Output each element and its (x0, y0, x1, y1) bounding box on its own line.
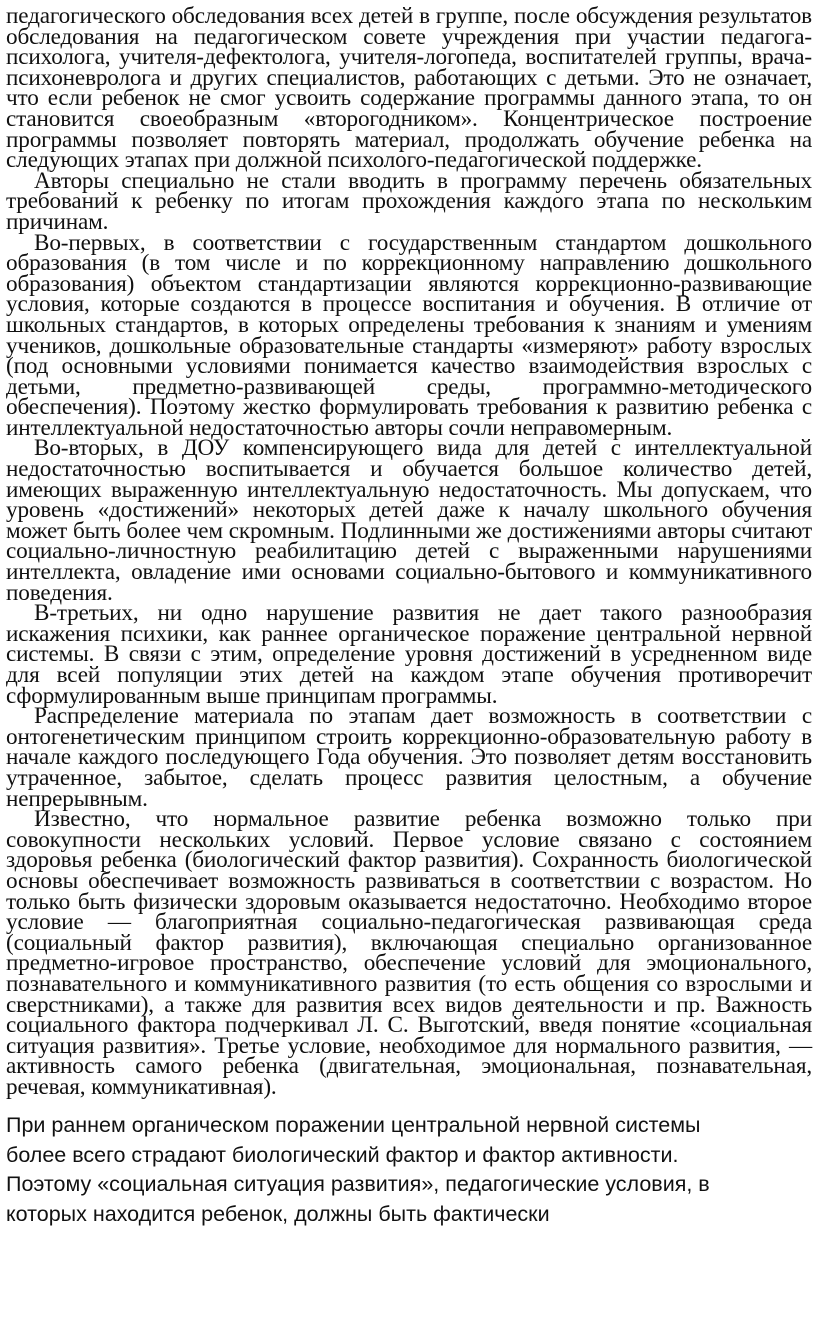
closing-text (6, 1111, 812, 1229)
closing-line: которых находится ребенок, должны быть фактически (6, 1201, 550, 1226)
closing-line: Поэтому «социальная ситуация развития», педагогические условия, в (6, 1172, 710, 1197)
document-body (6, 3, 812, 1100)
closing-line: При раннем органическом поражении центральной нервной системы (6, 1113, 701, 1138)
paragraph-first-reason: Во-первых, в соответствии с государственным стандартом дошкольного образования (в том числе и по коррекционному направлению дошкольного образования) объектом стандартизации являются коррекционно-развивающие условия, которые создаются в процессе воспитания и обучения. В отличие от школьных стандартов, в которых определены требования к знаниям и умениям учеников, дошкольные образовательные стандарты «измеряют» работу взрослых (под основными условиями понимается качество взаимодействия взрослых с детьми, предметно-развивающей среды, программно-методического обеспечения). Поэтому жестко формулировать требования к развитию ребенка с интеллектуальной недостаточностью авторы сочли неправомерным. (6, 229, 812, 441)
paragraph-third-reason: В-третьих, ни одно нарушение развития не дает такого разнообразия искажения психики, как раннее органическое поражение центральной нервной системы. В связи с этим, определение уровня достижений в усредненном виде для всей популяции этих детей на каждом этапе обучения противоречит сформулированным выше принципам программы. (6, 600, 812, 709)
paragraph-second-reason: Во-вторых, в ДОУ компенсирующего вида для детей с интеллектуальной недостаточностью воспитывается и обучается большое количество детей, имеющих выраженную интеллектуальную недостаточность. Мы допускаем, что уровень «достижений» некоторых детей даже к началу школьного обучения может быть более чем скромным. Подлинными же достижениями авторы считают социально-личностную реабилитацию детей с выраженными нарушениями интеллекта, овладение ими основами социально-бытового и коммуникативного поведения. (6, 435, 812, 606)
paragraph-authors: Авторы специально не стали вводить в программу перечень обязательных требований к ребенку по итогам прохождения каждого этапа по нескольким причинам. (6, 167, 812, 235)
paragraph-development-conditions: Известно, что нормальное развитие ребенка возможно только при совокупности нескольких условий. Первое условие связано с состоянием здоровья ребенка (биологический фактор развития). Сохранность биологической основы обеспечивает возможность развиваться в соответствии с возрастом. Но только быть физически здоровым оказывается недостаточно. Необходимо второе условие — благоприятная социально-педагогическая развивающая среда (социальный фактор развития), включающая специально организованное предметно-игровое пространство, обеспечение условий для эмоционального, познавательного и коммуникативного развития (то есть общения со взрослыми и сверстниками), а также для развития всех видов деятельности и пр. Важность социального фактора подчеркивал Л. С. Выготский, введя понятие «социальная ситуация развития». Третье условие, необходимое для нормального развития, — активность самого ребенка (двигательная, эмоциональная, познавательная, речевая, коммуникативная). (6, 806, 812, 1100)
document-page (6, 3, 812, 1229)
paragraph-distribution: Распределение материала по этапам дает возможность в соответствии с онтогенетическим принципом строить коррекционно-образовательную работу в начале каждого последующего Года обучения. Это позволяет детям восстановить утраченное, забытое, сделать процесс развития целостным, а обучение непрерывным. (6, 703, 812, 812)
closing-line: более всего страдают биологический фактор и фактор активности. (6, 1142, 679, 1167)
paragraph-continuation: педагогического обследования всех детей в группе, после обсуждения результатов обследования на педагогическом совете учреждения при участии педагога-психолога, учителя-дефектолога, учителя-логопеда, воспитателей группы, врача-психоневролога и других специалистов, работающих с детьми. Это не означает, что если ребенок не смог усвоить содержание программы данного этапа, то он становится своеобразным «второгодником». Концентрическое построение программы позволяет повторять материал, продолжать обучение ребенка на следующих этапах при должной психолого-педагогической поддержке. (6, 3, 812, 174)
